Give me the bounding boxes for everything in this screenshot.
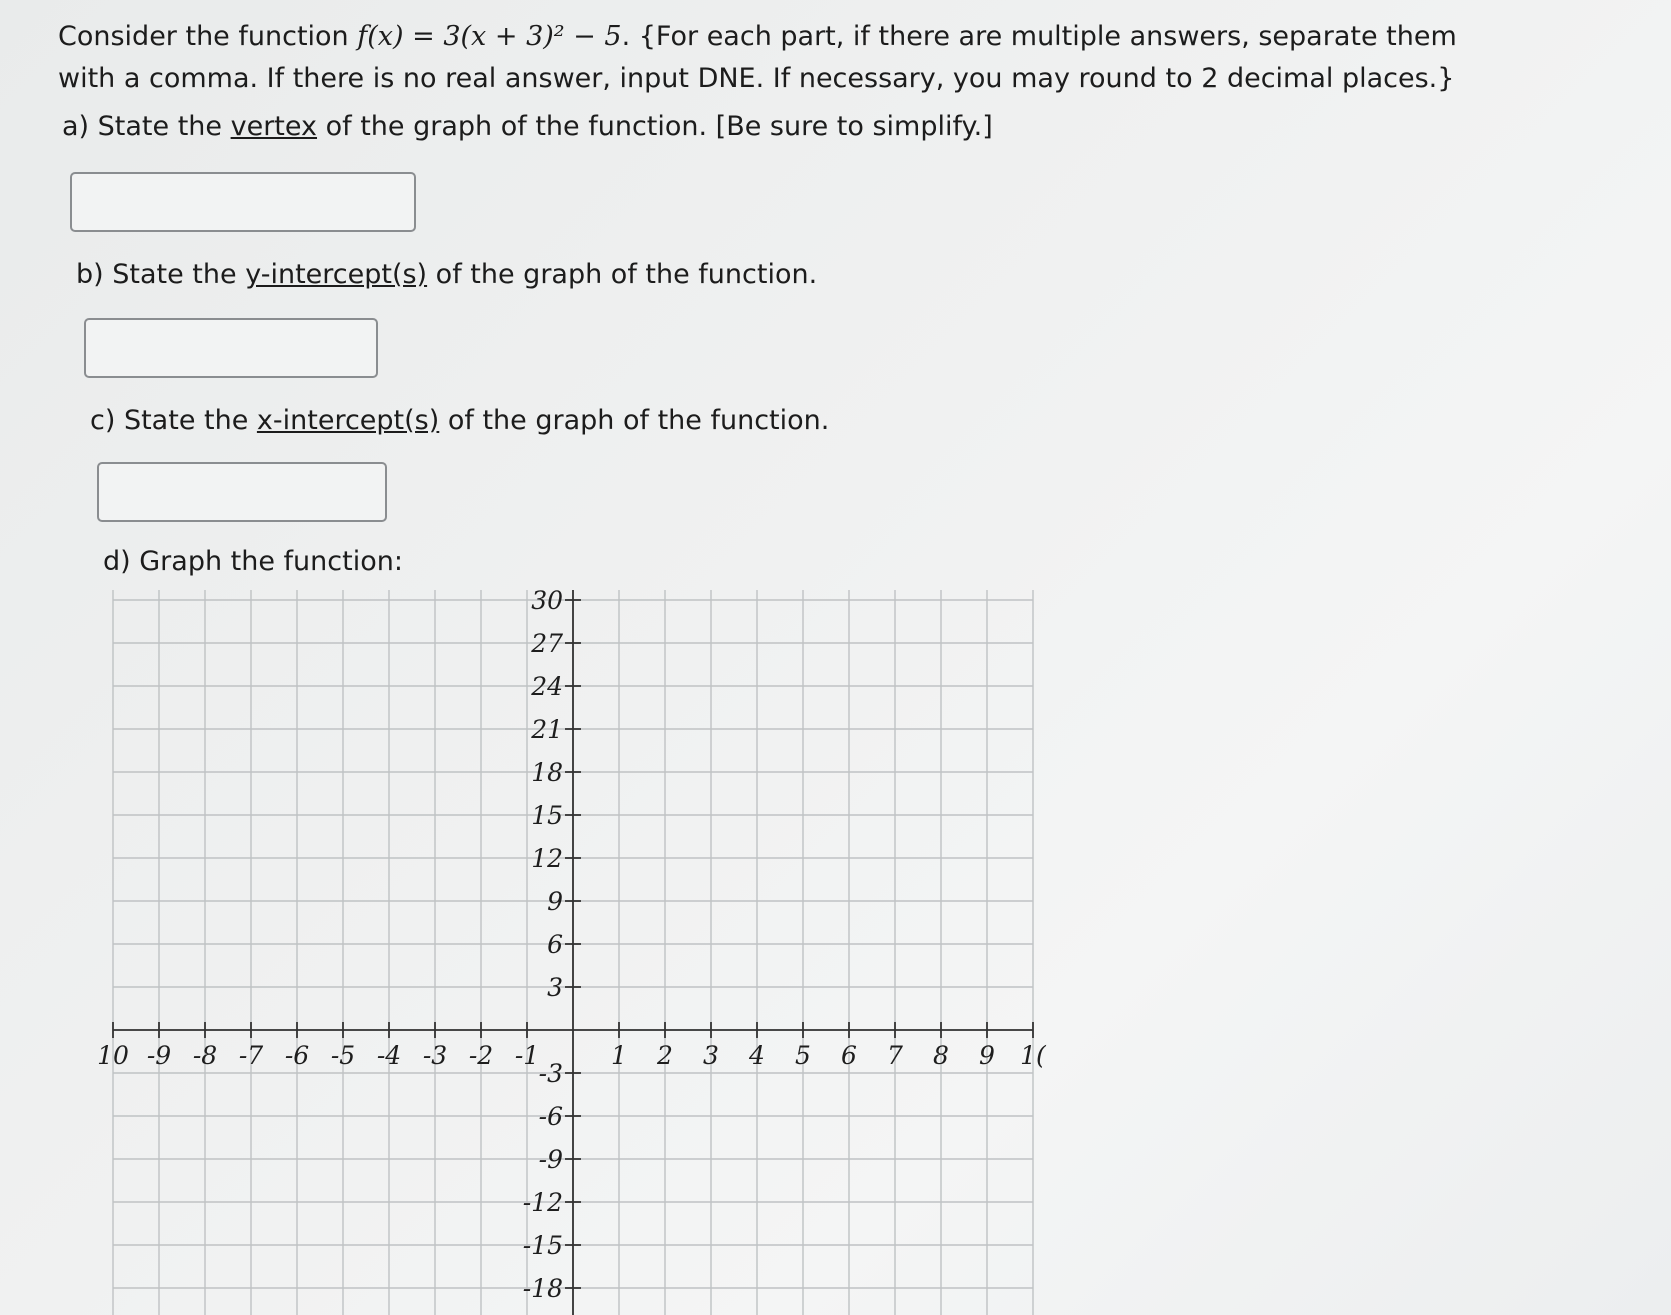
- y-tick-label: -18: [522, 1274, 563, 1303]
- x-tick-label: 4: [749, 1041, 765, 1070]
- part-a-label: [62, 110, 993, 144]
- x-tick-label: -6: [284, 1041, 310, 1070]
- part-b-suffix: of the graph of the function.: [427, 259, 818, 290]
- y-intercept-answer-input[interactable]: [84, 318, 378, 378]
- y-tick-label: 30: [531, 586, 563, 615]
- part-a-suffix: of the graph of the function. [Be sure to simplify.]: [317, 111, 993, 142]
- intro-suffix: . {For each part, if there are multiple answers, separate them with a comma. If there is no real answer, input DNE. If necessary, you may round to 2 decimal places.}: [58, 21, 1457, 94]
- y-tick-label: 9: [547, 887, 563, 916]
- part-c-term: x-intercept(s): [256, 405, 440, 436]
- y-tick-label: -6: [538, 1102, 563, 1131]
- intro-prefix: Consider the function: [58, 21, 349, 52]
- x-tick-label: 5: [795, 1041, 811, 1070]
- x-tick-label: 6: [841, 1041, 857, 1070]
- x-tick-label: -7: [238, 1041, 264, 1070]
- question-text: [58, 16, 1498, 100]
- y-tick-label: 21: [531, 715, 563, 744]
- y-tick-label: 6: [547, 930, 563, 959]
- graphing-grid[interactable]: [97, 586, 1046, 1315]
- y-tick-label: -15: [522, 1231, 563, 1260]
- x-tick-label: 9: [979, 1041, 995, 1070]
- x-tick-label: 1: [611, 1041, 627, 1070]
- y-tick-label: -9: [538, 1145, 563, 1174]
- part-b-prefix: b) State the: [76, 259, 246, 290]
- x-tick-label: 10: [97, 1041, 129, 1070]
- part-d-label: [103, 545, 403, 579]
- x-tick-label: 1(: [1020, 1041, 1046, 1070]
- vertex-answer-input[interactable]: [70, 172, 416, 232]
- x-tick-label: 3: [703, 1041, 719, 1070]
- x-tick-label: -1: [514, 1041, 540, 1070]
- part-c-label: [90, 404, 829, 438]
- x-intercept-answer-input[interactable]: [97, 462, 387, 522]
- y-tick-label: 15: [531, 801, 563, 830]
- y-tick-label: -3: [538, 1059, 563, 1088]
- part-a-prefix: a) State the: [62, 111, 231, 142]
- y-tick-label: 24: [531, 672, 563, 701]
- y-tick-label: -12: [522, 1188, 563, 1217]
- x-tick-label: -2: [468, 1041, 494, 1070]
- part-b-label: [76, 258, 817, 292]
- part-c-suffix: of the graph of the function.: [439, 405, 830, 436]
- x-tick-label: 2: [657, 1041, 673, 1070]
- part-d-text: d) Graph the function:: [103, 546, 403, 577]
- x-tick-label: -3: [422, 1041, 448, 1070]
- y-tick-label: 12: [531, 844, 563, 873]
- function-expression: f(x) = 3(x + 3)² − 5: [357, 21, 622, 52]
- y-tick-label: 27: [531, 629, 563, 658]
- x-tick-label: -4: [376, 1041, 402, 1070]
- y-tick-label: 18: [531, 758, 563, 787]
- x-tick-label: 8: [933, 1041, 949, 1070]
- part-b-term: y-intercept(s): [245, 259, 428, 290]
- x-tick-label: -9: [146, 1041, 172, 1070]
- x-tick-label: -5: [330, 1041, 356, 1070]
- x-tick-label: 7: [887, 1041, 903, 1070]
- x-tick-label: -8: [192, 1041, 218, 1070]
- part-a-term: vertex: [230, 111, 318, 142]
- y-tick-label: 3: [547, 973, 563, 1002]
- part-c-prefix: c) State the: [90, 405, 257, 436]
